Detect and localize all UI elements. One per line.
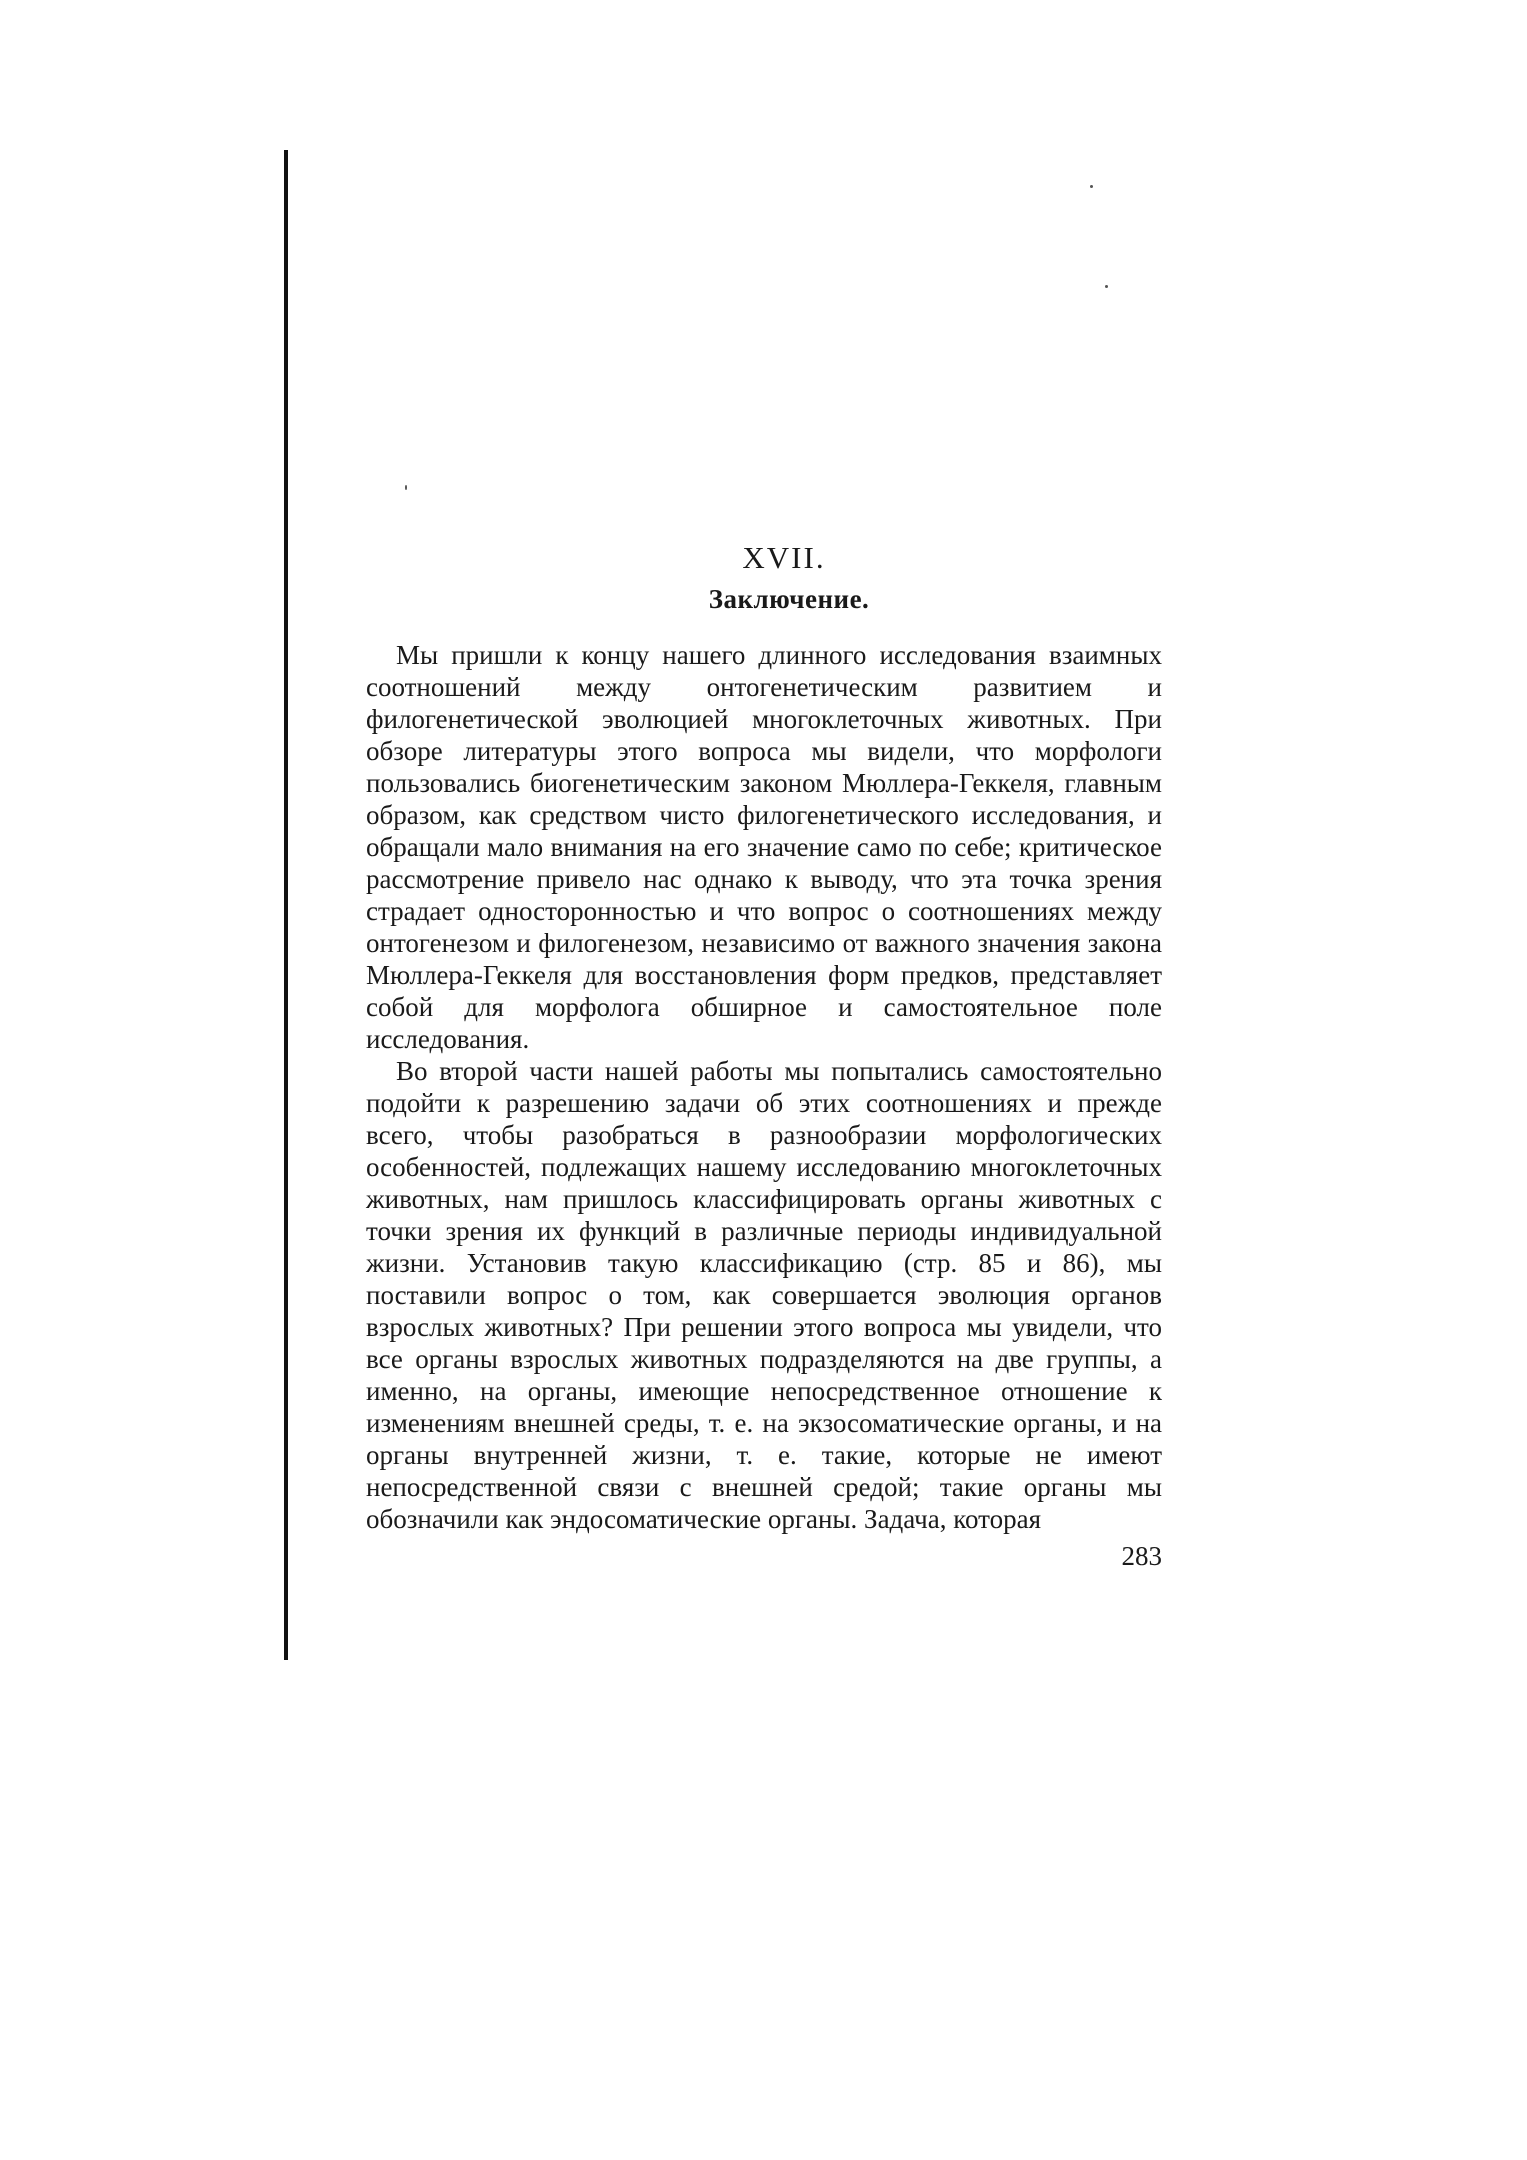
scan-speck — [405, 485, 407, 490]
paragraph: Мы пришли к концу нашего длинного исследования взаимных соотношений между онтогенетическим развитием и филогенетической эволюцией многоклеточных животных. При обзоре литературы этого вопроса мы видели, что морфологи пользовались биогенетическим законом Мюллера-Геккеля, главным образом, как средством чисто филогенетического исследования, и обращали мало внимания на его значение само по себе; критическое рассмотрение привело нас однако к выводу, что эта точка зрения страдает односторонностью и что вопрос о соотношениях между онтогенезом и филогенезом, независимо от важного значения закона Мюллера-Геккеля для восстановления форм предков, представляет собой для морфолога обширное и самостоятельное поле исследования. — [366, 640, 1162, 1054]
paragraph: Во второй части нашей работы мы попытались самостоятельно подойти к разрешению задачи об этих соотношениях и прежде всего, чтобы разобраться в разнообразии морфологических особенностей, подлежащих нашему исследованию многоклеточных животных, нам пришлось классифицировать органы животных с точки зрения их функций в различные периоды индивидуальной жизни. Установив такую классификацию (стр. 85 и 86), мы поставили вопрос о том, как совершается эволюция органов взрослых животных? При решении этого вопроса мы увидели, что все органы взрослых животных подразделяются на две группы, а именно, на органы, имеющие непосредственное отношение к изменениям внешней среды, т. е. на экзосоматические органы, и на органы внутренней жизни, т. е. такие, которые не имеют непосредственной связи с внешней средой; такие органы мы обозначили как эндосоматические органы. Задача, которая — [366, 1056, 1162, 1534]
page-number: 283 — [1121, 1541, 1162, 1571]
chapter-number: XVII. — [742, 540, 826, 575]
chapter-title: Заключение. — [708, 584, 870, 614]
margin-rule — [284, 150, 288, 1660]
page-body — [366, 540, 1162, 1575]
scan-speck — [1090, 185, 1093, 188]
scan-speck — [1105, 285, 1108, 288]
